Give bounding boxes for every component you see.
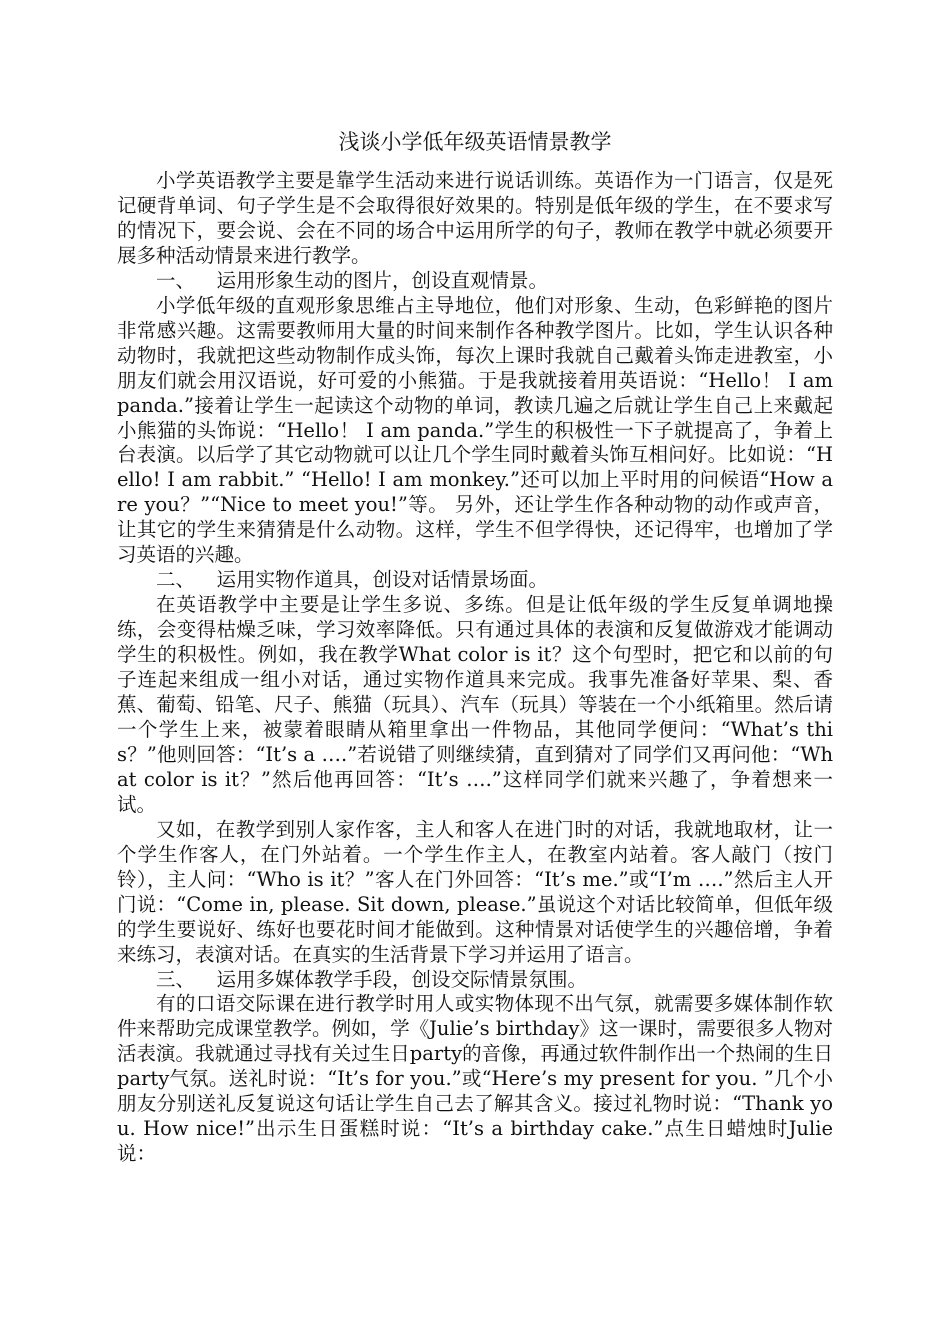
section-3-heading [117,968,833,993]
section-heading-text: 运用形象生动的图片，创设直观情景。 [216,268,548,292]
document-title: 浅谈小学低年级英语情景教学 [338,130,612,154]
section-heading-text: 运用实物作道具，创设对话情景场面。 [216,568,548,592]
section-2-heading [117,568,833,593]
section-1-heading [117,269,833,294]
section-number: 一、 [156,268,196,292]
intro-paragraph: 小学英语教学主要是靠学生活动来进行说话训练。英语作为一门语言，仅是死记硬背单词、句子学生是不会取得很好效果的。特别是低年级的学生，在不要求写的情况下，要会说、会在不同的场合中运用所学的句子，教师在教学中就必须要开展多种活动情景来进行教学。 [117,169,833,267]
section-2-paragraph-2: 又如，在教学到别人家作客，主人和客人在进门时的对话，我就地取材，让一个学生作客人，在门外站着。一个学生作主人，在教室内站着。客人敲门（按门铃），主人问：“Who is it？”客人在门外回答：“It’s me.”或“I’m ….”然后主人开门说：“Come in, please. Sit down, please.”虽说这个对话比较简单，但低年级的学生要说好、练好也要花时间才能做到。这种情景对话使学生的兴趣倍增，争着来练习，表演对话。在真实的生活背景下学习并运用了语言。 [117,817,833,966]
section-heading-text: 运用多媒体教学手段，创设交际情景氛围。 [216,967,587,991]
section-1-paragraph: 小学低年级的直观形象思维占主导地位，他们对形象、生动，色彩鲜艳的图片非常感兴趣。这需要教师用大量的时间来制作各种教学图片。比如，学生认识各种动物时，我就把这些动物制作成头饰，每次上课时我就自己戴着头饰走进教室，小朋友们就会用汉语说，好可爱的小熊猫。于是我就接着用英语说：“Hello！ I am panda.”接着让学生一起读这个动物的单词，教读几遍之后就让学生自己上来戴起小熊猫的头饰说：“Hello！ I am panda.”学生的积极性一下子就提高了，争着上台表演。以后学了其它动物就可以让几个学生同时戴着头饰互相问好。比如说：“Hello! I am rabbit.” “Hello! I am monkey.”还可以加上平时用的问候语“How are you？”“Nice to meet you!”等。 另外，还让学生作各种动物的动作或声音，让其它的学生来猜猜是什么动物。这样，学生不但学得快，还记得牢，也增加了学习英语的兴趣。 [117,293,833,567]
section-3-paragraph: 有的口语交际课在进行教学时用人或实物体现不出气氛，就需要多媒体制作软件来帮助完成课堂教学。例如，学《Julie’s birthday》这一课时，需要很多人物对活表演。我就通过寻找有关过生日party的音像，再通过软件制作出一个热闹的生日party气氛。送礼时说：“It’s for you.”或“Here’s my present for you. ”几个小朋友分别送礼反复说这句话让学生自己去了解其含义。接过礼物时说：“Thank you. How nice!”出示生日蛋糕时说：“It’s a birthday cake.”点生日蜡烛时Julie说： [117,992,833,1166]
section-2-paragraph-1: 在英语教学中主要是让学生多说、多练。但是让低年级的学生反复单调地操练，会变得枯燥乏味，学习效率降低。只有通过具体的表演和反复做游戏才能调动学生的积极性。例如，我在教学What color is it？这个句型时，把它和以前的句子连起来组成一组小对话，通过实物作道具来完成。我事先准备好苹果、梨、香蕉、葡萄、铅笔、尺子、熊猫（玩具）、汽车（玩具）等装在一个小纸箱里。然后请一个学生上来，被蒙着眼睛从箱里拿出一件物品，其他同学便问：“What’s this？”他则回答：“It’s a ….”若说错了则继续猜，直到猜对了同学们又再问他：“What color is it？”然后他再回答：“It’s ….”这样同学们就来兴趣了，争着想来一试。 [117,593,833,816]
section-number: 二、 [156,568,196,592]
document-body [117,169,833,1167]
document-page [117,128,833,1167]
section-number: 三、 [156,967,196,991]
